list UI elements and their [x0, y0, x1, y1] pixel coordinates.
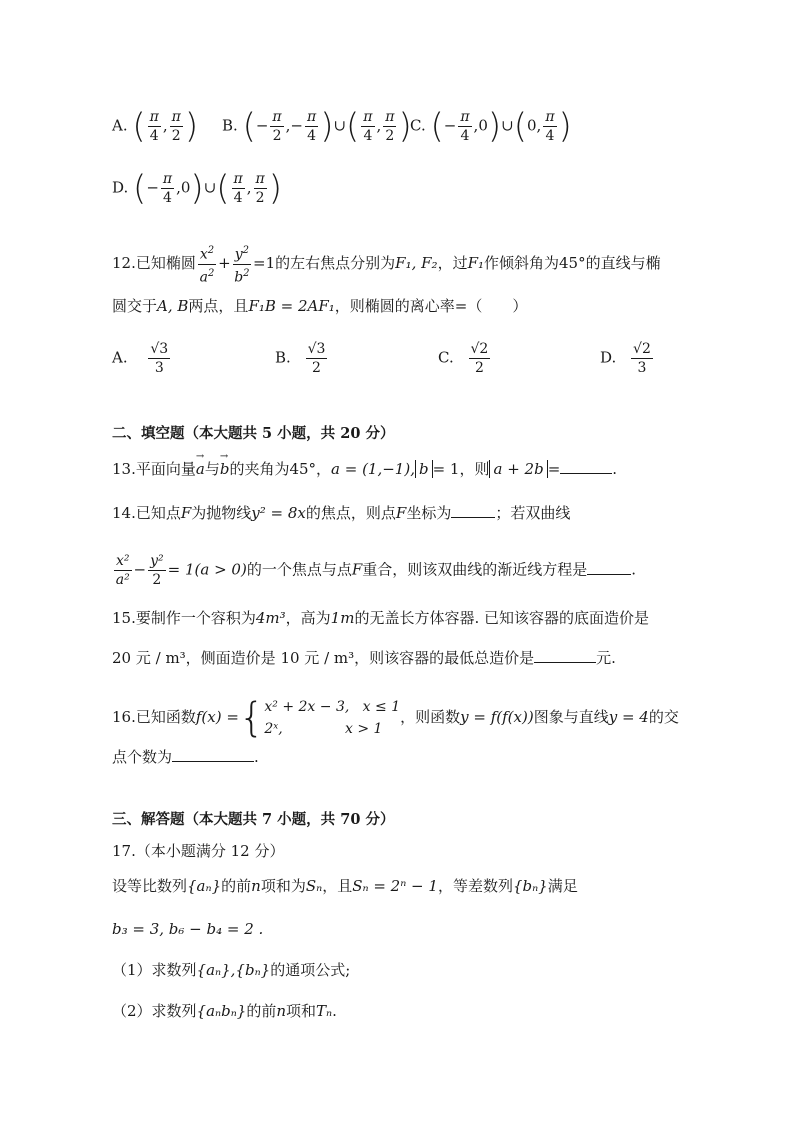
- q12-option-a: A. $\frac{√3}{3}$: [112, 341, 169, 376]
- q15-line-1: 15.要制作一个容积为4m³，高为1m的无盖长方体容器. 已知该容器的底面造价是: [112, 609, 649, 627]
- q17-line-2: b₃ = 3, b₆ − b₄ = 2 .: [112, 920, 264, 938]
- q13-answer-blank[interactable]: [560, 459, 612, 474]
- q17-line-1: 设等比数列{aₙ}的前n项和为Sₙ，且Sₙ = 2ⁿ − 1，等差数列{bₙ}满足: [112, 877, 578, 895]
- q16-answer-blank[interactable]: [172, 747, 254, 762]
- q11-option-a: A. ( $\frac{\pi}{4}$ , $\frac{\pi}{2}$ ): [112, 106, 199, 147]
- q14-line-2: $\frac{\text{x²}}{\text{a²}}$ − $\frac{\text{y²}}{2}$ = 1(a > 0)的一个焦点与点F重合，则该双曲线的渐近线方程是 .: [115, 553, 637, 588]
- section-3-heading: 三、解答题（本大题共 7 小题，共 70 分）: [112, 811, 395, 828]
- q15-line-2: 20 元 / m³，侧面造价是 10 元 / m³，则该容器的最低总造价是 元.: [112, 649, 616, 667]
- q17-part-1: （1）求数列{aₙ},{bₙ}的通项公式;: [112, 961, 351, 979]
- q15-answer-blank[interactable]: [534, 648, 596, 663]
- q11-option-d: D. (− $\frac{\pi}{4}$ ,0)∪( $\frac{\pi}{4}$ , $\frac{\pi}{2}$ ): [112, 168, 282, 209]
- q17-part-2: （2）求数列{aₙbₙ}的前n项和Tₙ.: [112, 1002, 337, 1020]
- q14-answer-blank-2[interactable]: [587, 560, 631, 575]
- q16-line-2: 点个数为 .: [112, 748, 259, 766]
- q12-option-d: D. $\frac{√2}{3}$: [600, 341, 651, 376]
- q12-option-b: B. $\frac{√3}{2}$: [275, 341, 326, 376]
- option-label: A.: [112, 116, 128, 135]
- q12-option-c: C. $\frac{√2}{2}$: [438, 341, 489, 376]
- option-label: D.: [112, 178, 129, 197]
- q14-line-1: 14.已知点F为抛物线y² = 8x的焦点，则点F坐标为 ；若双曲线: [112, 504, 571, 522]
- q11-option-c: C. (− $\frac{\pi}{4}$ ,0)∪(0, $\frac{\pi}{4}$ ): [410, 106, 572, 147]
- q17-title: 17.（本小题满分 12 分）: [112, 842, 285, 860]
- q13-line: 13.平面向量→ a与→ b的夹角为45°，a = (1,−1), b = 1，则 a + 2b = .: [112, 459, 617, 479]
- option-label: C.: [410, 116, 426, 135]
- q12-line-2: 圆交于A, B两点，且F₁B = 2AF₁，则椭圆的离心率=（ ）: [112, 297, 528, 315]
- option-label: B.: [222, 116, 238, 135]
- q11-option-b: B. (− $\frac{\pi}{2}$ ,− $\frac{\pi}{4}$ )∪( $\frac{\pi}{4}$ , $\frac{\pi}{2}$ ): [222, 106, 412, 147]
- q12-line-1: 12.已知椭圆 $\frac{x^2}{a^2}$ + $\frac{y^2}{b^2}$ =1的左右焦点分别为F₁, F₂，过F₁作倾斜角为45°的直线与椭: [112, 242, 661, 286]
- section-2-heading: 二、填空题（本大题共 5 小题，共 20 分）: [112, 425, 395, 442]
- q16-line-1: 16.已知函数f(x) ={x² + 2x − 3, x ≤ 1 2ˣ, x > 1，则函数y = f(f(x))图象与直线y = 4的交: [112, 695, 679, 741]
- q14-answer-blank-1[interactable]: [451, 503, 495, 518]
